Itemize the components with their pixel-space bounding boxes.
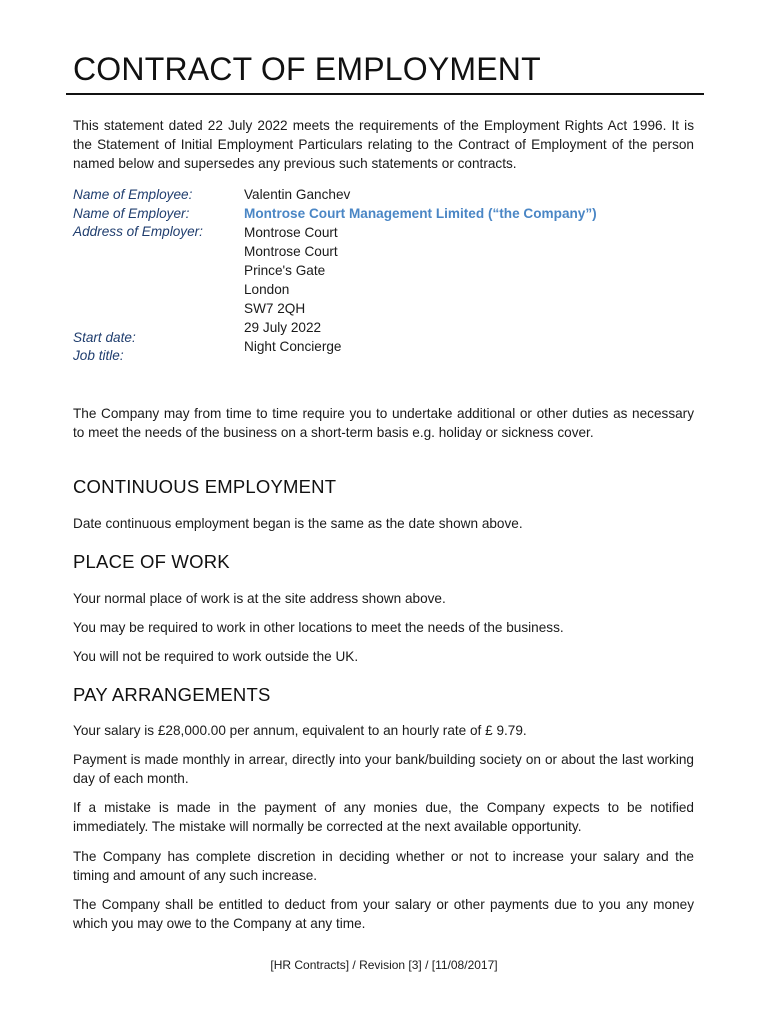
employer-value: Montrose Court Management Limited (“the Company”): [244, 206, 597, 221]
pay-paragraph: The Company has complete discretion in deciding whether or not to increase your salary and the timing and amount of any such increase.: [73, 849, 694, 884]
pay-paragraph: Payment is made monthly in arrear, directly into your bank/building society on or about the last working day of each month.: [73, 752, 694, 787]
address-line: SW7 2QH: [244, 301, 306, 316]
job-title-value: Night Concierge: [244, 339, 342, 354]
page-footer: [HR Contracts] / Revision [3] / [11/08/2017]: [270, 958, 498, 972]
place-of-work-paragraph: Your normal place of work is at the site address shown above.: [73, 591, 446, 606]
document-title: CONTRACT OF EMPLOYMENT: [73, 51, 541, 87]
pay-arrangements-heading: PAY ARRANGEMENTS: [73, 684, 271, 705]
place-of-work-paragraph: You will not be required to work outside the UK.: [73, 649, 359, 664]
continuous-employment-text: Date continuous employment began is the same as the date shown above.: [73, 516, 523, 531]
employee-label: Name of Employee:: [73, 187, 193, 202]
address-line: London: [244, 282, 290, 297]
pay-paragraph: If a mistake is made in the payment of any monies due, the Company expects to be notified immediately. The mistake will normally be corrected at the next available opportunity.: [73, 800, 694, 835]
employer-label: Name of Employer:: [73, 206, 190, 221]
title-divider: [66, 93, 704, 95]
place-of-work-heading: PLACE OF WORK: [73, 551, 230, 572]
place-of-work-paragraph: You may be required to work in other locations to meet the needs of the business.: [73, 620, 564, 635]
employee-value: Valentin Ganchev: [244, 187, 351, 202]
address-line: Prince's Gate: [244, 263, 326, 278]
address-line: Montrose Court: [244, 225, 338, 240]
address-label: Address of Employer:: [73, 224, 203, 239]
duties-paragraph: The Company may from time to time require you to undertake additional or other duties as necessary to meet the needs of the business on a short-term basis e.g. holiday or sickness cover.: [73, 406, 694, 441]
intro-paragraph: This statement dated 22 July 2022 meets the requirements of the Employment Rights Act 1996. It is the Statement of Initial Employment Particulars relating to the Contract of Employment of the person named below and supersedes any previous such statements or contracts.: [73, 118, 694, 172]
address-line: Montrose Court: [244, 244, 338, 259]
start-date-value: 29 July 2022: [244, 320, 322, 335]
job-title-label: Job title:: [73, 348, 124, 363]
pay-paragraph: The Company shall be entitled to deduct from your salary or other payments due to you any money which you may owe to the Company at any time.: [73, 897, 694, 932]
continuous-employment-heading: CONTINUOUS EMPLOYMENT: [73, 476, 337, 497]
pay-paragraph: Your salary is £28,000.00 per annum, equivalent to an hourly rate of £ 9.79.: [73, 723, 527, 738]
start-date-label: Start date:: [73, 330, 136, 345]
